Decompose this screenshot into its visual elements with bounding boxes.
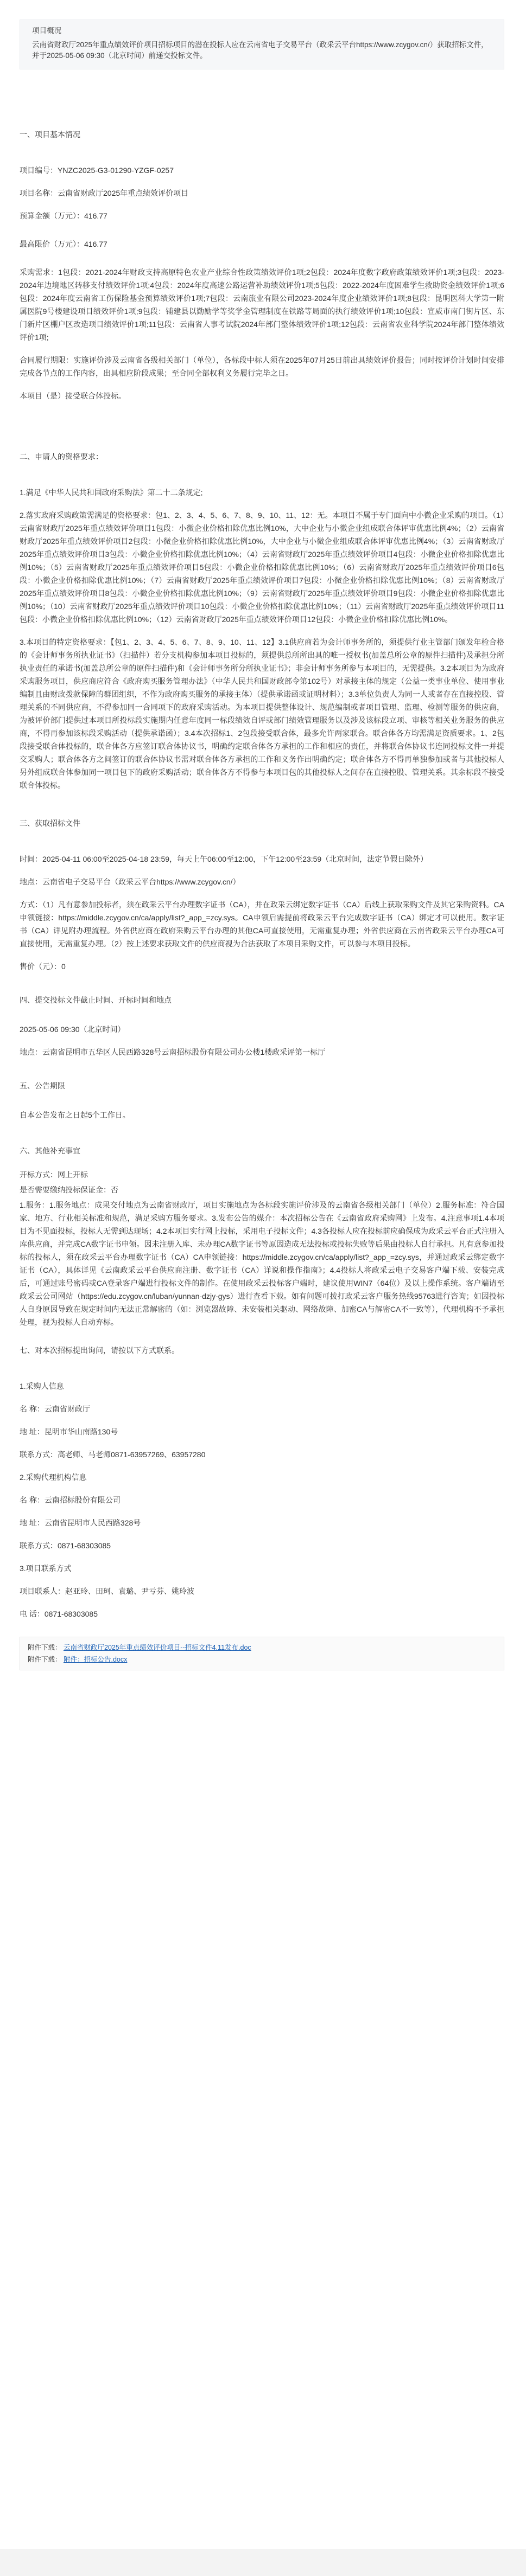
project-name-label: 项目名称：	[20, 189, 58, 197]
max-price-row	[20, 238, 504, 251]
get-docs-time: 时间：2025-04-11 06:00至2025-04-18 23:59，每天上午06:00至12:00，下午12:00至23:59（北京时间，法定节假日除外）	[20, 855, 428, 863]
section-supplement-title: 六、其他补充事宜	[20, 1146, 80, 1155]
deadline-time: 2025-05-06 09:30（北京时间）	[20, 1025, 125, 1034]
footer-bar	[0, 2549, 526, 2576]
section-period-title: 五、公告期限	[20, 1081, 65, 1090]
attachments-label: 附件下载：	[28, 1656, 62, 1663]
project-name-row	[20, 187, 504, 200]
agent-name: 名 称：云南招标股份有限公司	[20, 1496, 121, 1504]
max-price-value: 416.77	[84, 240, 107, 248]
agent-info-title: 2.采购代理机构信息	[20, 1473, 87, 1482]
budget-row	[20, 209, 504, 222]
buyer-name: 名 称：云南省财政厅	[20, 1405, 90, 1413]
qualification-p1: 1.满足《中华人民共和国政府采购法》第二十二条规定;	[20, 488, 203, 497]
buyer-info-title: 1.采购人信息	[20, 1382, 64, 1390]
supplement-body: 1.服务：1.服务地点：成果交付地点为云南省财政厅，项目实施地点为各标段实施评价涉及的云南省各级相关部门（单位）2.服务标准：符合国家、地方、行业相关标准和规范，满足采购方服务要求。3.发布公告的媒介：本次招标公告在《云南省政府采购网》上发布。4.注意事项1.4本项目为不见面投标，投标人无需到达现场；4.2本项目实行网上投标，采用电子投标文件；4.3各投标人应在投标前应确保成为政采云平台正式注册入库供应商，并完成CA数字证书申领。因未注册入库、未办理CA数字证书等原因造成无法投标或投标失败等后果由投标人自行承担。凡有意参加投标的投标人，须在政采云平台办理数字证书（CA）CA申领链接：https://middle.zcygov.cn/ca/apply/list?_app_=zcy.sys，并通过政采云绑定数字证书（CA），具体详见《云南政采云平台供应商注册、数字证书（CA）详说和操作指南》；4.4投标人将政采云电子交易客户端下载、安装完成后，可通过账号密码或CA登录客户端进行投标文件的制作。在使用政采云投标客户端时，建议使用WIN7（64位）及以上操作系统。客户端请至政采云公司网站（https://edu.zcygov.cn/luban/yunnan-dzjy-gys）进行查看下载。如有问题可拨打政采云客户服务热线95763进行咨询；如因投标人自身原因导致在规定时间内无法正常解密的（如：浏览器故障、未安装相关驱动、网络故障、加密CA与解密CA不一致等），代理机构不予承担处理，视为投标人自动弃标。	[20, 1201, 504, 1327]
project-no-row	[20, 164, 504, 177]
max-price-label: 最高限价（万元）：	[20, 240, 84, 248]
buyer-address: 地 址：昆明市华山南路130号	[20, 1427, 118, 1436]
budget-value: 416.77	[84, 212, 107, 220]
attachments-label: 附件下载：	[28, 1644, 62, 1651]
project-contact-phone: 电 话：0871-68303085	[20, 1610, 98, 1618]
get-docs-method: 方式：（1）凡有意参加投标者，须在政采云平台办理数字证书（CA），并在政采云绑定数字证书（CA）后线上获取采购文件及其它采购资料。CA申领链接：https://middle.zcygov.cn/ca/apply/list?_app_=zcy.sys。CA申领后需提前将政采云平台完成数字证书（CA）绑定才可以使用。数字证书（CA）详见附办理流程。外省供应商在政府采购云平台办理的其他CA可直接使用，无需重复办理；外省供应商在云南省政采云平台办理CA可直接使用，无需重复办理。（2）按上述要求获取文件的供应商视为合法获取了本项目采购文件，可以参与本项目投标。	[20, 900, 504, 948]
overview-box	[20, 20, 504, 69]
attachment-link-announcement[interactable]: 附件：招标公告.docx	[64, 1656, 128, 1663]
overview-text: 云南省财政厅2025年重点绩效评价项目招标项目的潜在投标人应在云南省电子交易平台（政采云平台https://www.zcygov.cn/）获取招标文件，并于2025-05-06 09:30（北京时间）前递交投标文件。	[32, 41, 489, 60]
opening-method: 开标方式：网上开标	[20, 1170, 88, 1179]
section-get-documents-title: 三、获取招标文件	[20, 819, 80, 828]
announcement-period: 自本公告发布之日起5个工作日。	[20, 1111, 130, 1119]
procurement-requirement: 采购需求：1包段：2021-2024年财政支持高原特色农业产业综合性政策绩效评价1项;2包段：2024年度数字政府政策绩效评价1项;3包段：2023-2024年边境地区转移支付绩效评价1项;4包段：2024年度高速公路运营补助绩效评价1项;5包段：2022-2024年度困难学生救助资金绩效评价1项;6包段：2024年度云南省工伤保险基金预算绩效评价1项;7包段：云南旅业有限公司2023-2024年度企业绩效评价1项;8包段：昆明医科大学第一附属医院9号楼建设项目绩效评价1项;9包段：铺建县以勤励学等奖学金管理制度在铁路等局面的执行绩效评价1项;10包段：宣威市南门街片区、东门新片区棚户区改造项目绩效评价1项;11包段：云南省人事考试院2024年部门整体绩效评价1项;12包段：云南省农业科学院2024年部门整体绩效评价1项;	[20, 268, 504, 342]
section-basic-info-title: 一、项目基本情况	[20, 130, 80, 139]
overview-title: 项目概况	[32, 27, 61, 35]
project-no-label: 项目编号：	[20, 166, 58, 175]
budget-label: 预算金额（万元）：	[20, 212, 84, 220]
attachments-box	[20, 1637, 504, 1670]
agent-contact: 联系方式：0871-68303085	[20, 1541, 111, 1550]
get-docs-price: 售价（元）：0	[20, 962, 66, 971]
section-deadline-title: 四、提交投标文件截止时间、开标时间和地点	[20, 996, 172, 1004]
qualification-p2: 2.落实政府采购政策需满足的资格要求：包1、2、3、4、5、6、7、8、9、10、11、12：无。本项目不属于专门面向中小微企业采购的项目。（1）云南省财政厅2025年重点绩效评价项目1包段：小微企业价格扣除优惠比例10%，大中企业与小微企业组成联合体评审优惠比例4%；（2）云南省财政厅2025年重点绩效评价项目2包段：小微企业价格扣除优惠比例10%，大中企业与小微企业组成联合体评审优惠比例4%；（3）云南省财政厅2025年重点绩效评价项目3包段：小微企业价格扣除优惠比例10%；（4）云南省财政厅2025年重点绩效评价项目4包段：小微企业价格扣除优惠比例10%；（5）云南省财政厅2025年重点绩效评价项目5包段：小微企业价格扣除优惠比例10%；（6）云南省财政厅2025年重点绩效评价项目6包段：小微企业价格扣除优惠比例10%；（7）云南省财政厅2025年重点绩效评价项目7包段：小微企业价格扣除优惠比例10%；（8）云南省财政厅2025年重点绩效评价项目8包段：小微企业价格扣除优惠比例10%；（9）云南省财政厅2025年重点绩效评价项目9包段：小微企业价格扣除优惠比例10%；（10）云南省财政厅2025年重点绩效评价项目10包段：小微企业价格扣除优惠比例10%；（11）云南省财政厅2025年重点绩效评价项目11包段：小微企业价格扣除优惠比例10%；（12）云南省财政厅2025年重点绩效评价项目12包段：小微企业价格扣除优惠比例10%。	[20, 511, 504, 624]
attachment-link-tender-doc[interactable]: 云南省财政厅2025年重点绩效评价项目--招标文件4.11发布.doc	[64, 1644, 251, 1651]
project-contact-title: 3.项目联系方式	[20, 1564, 72, 1573]
project-contact-people: 项目联系人：赵亚玲、田珂、袁璐、尹亏芬、姚玲波	[20, 1587, 194, 1595]
qualification-p3: 3.本项目的特定资格要求：【包1、2、3、4、5、6、7、8、9、10、11、12】3.1供应商若为会计师事务所的，须提供行业主管部门颁发年检合格的《会计师事务所执业证书》（扫描件）若分支机构参加本项目投标的，须提供总所所出具的唯一授权书(加盖总所公章的原件扫描件)及承担分所执业责任的承诺书(加盖总所公章的原件扫描件)和《会计师事务所分所执业证书》；非会计师事务所参与本项目的，无需提供。3.2本项目为为政府采购服务项目，供应商应符合《政府购买服务管理办法》（中华人民共和国财政部令第102号）对承接主体的规定（公益一类事业单位、使用事业编制且由财政拨款保障的群团组织，不作为政府购买服务的承接主体）（提供承诺函或证明材料）；3.3单位负责人为同一人或者存在直接控股、管理关系的不同供应商，不得参加同一合同项下的政府采购活动。为本项目提供整体设计、规范编制或者项目管理、监理、检测等服务的供应商，为被评价部门提供过本项目所投标段实施期内任意年度同一标段绩效自评或部门绩效管理服务以及涉及该标段立项、审核等相关业务服务的供应商，不得再参加该标段采购活动（提供承诺函）；3.4本次招标1、2包段接受联合体，最多允许两家联合。联合体各方均需满足资质要求。1、2包段接受联合体投标的，联合体各方应签订联合体协议书，明确约定联合体各方承担的工作和相应的责任，并将联合体协议书连同投标文件一并提交采购人；联合体各方之间签订的联合体协议书需对联合体各方承担的工作和义务作出明确约定；联合体各方不得再单独参加或者与其他投标人另外组成联合体参加同一项目包下的政府采购活动；联合体各方不得参与本项目包的其他投标人之间存在直接控股、管理关系。其余标段不接受联合体投标。	[20, 638, 504, 790]
section-contact-title: 七、对本次招标提出询问，请按以下方式联系。	[20, 1346, 179, 1355]
deadline-place: 地点：云南省昆明市五华区人民西路328号云南招标股份有限公司办公楼1楼政采评第一标厅	[20, 1048, 326, 1056]
attachment-row	[28, 1654, 496, 1665]
consortium-note: 本项目（是）接受联合体投标。	[20, 392, 126, 400]
project-name-value: 云南省财政厅2025年重点绩效评价项目	[58, 189, 189, 197]
contract-period: 合同履行期限：实施评价涉及云南省各级相关部门（单位），各标段中标人须在2025年07月25日前出具绩效评价报告；同时按评价计划时间安排完成各节点的工作内容，出具相应阶段成果；至合同全部权利义务履行完毕之日。	[20, 356, 504, 377]
section-qualification-title: 二、申请人的资格要求：	[20, 452, 103, 461]
deposit-required: 是否需要缴纳投标保证金：否	[20, 1186, 118, 1194]
project-no-value: YNZC2025-G3-01290-YZGF-0257	[58, 166, 174, 175]
announcement-page	[20, 20, 504, 1670]
buyer-contact: 联系方式：高老师、马老师0871-63957269、63957280	[20, 1450, 206, 1459]
attachment-row	[28, 1642, 496, 1654]
agent-address: 地 址：云南省昆明市人民西路328号	[20, 1518, 141, 1527]
get-docs-place: 地点：云南省电子交易平台（政采云平台https://www.zcygov.cn/）	[20, 877, 240, 886]
